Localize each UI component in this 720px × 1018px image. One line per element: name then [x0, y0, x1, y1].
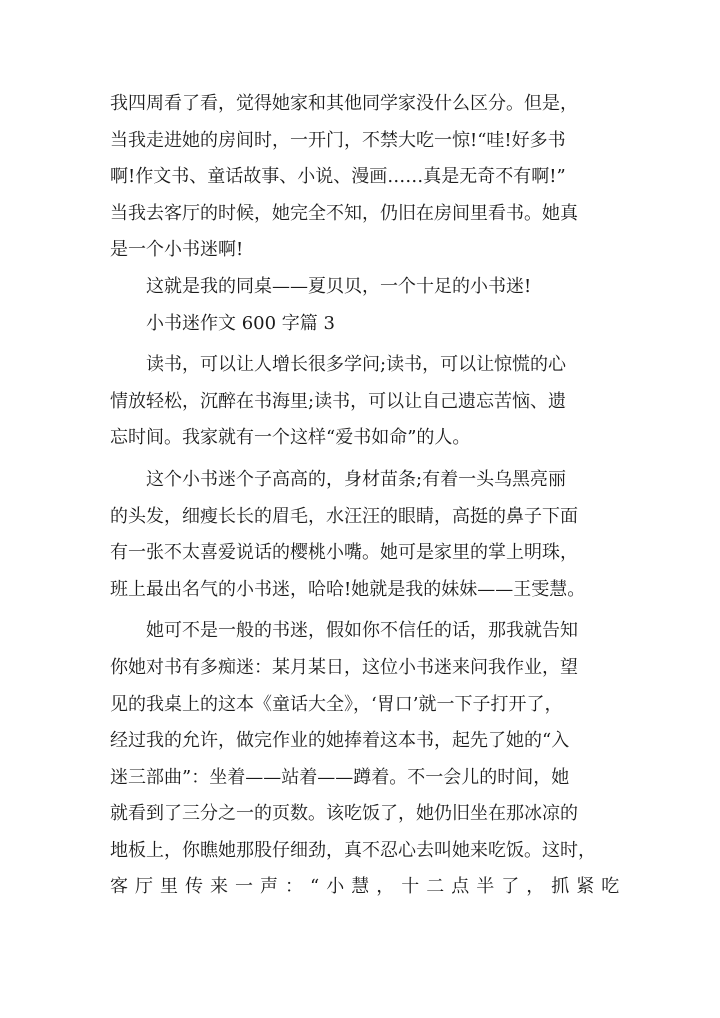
text-line: 是一个小书迷啊! — [110, 239, 244, 261]
text-line: 你她对书有多痴迷：某月某日，这位小书迷来问我作业，望 — [110, 656, 578, 678]
text-line: 经过我的允许，做完作业的她捧着这本书，起先了她的“入 — [110, 730, 570, 752]
text-line: 当我走进她的房间时，一开门，不禁大吃一惊!“哇!好多书 — [110, 129, 566, 151]
text-line: 啊!作文书、童话故事、小说、漫画……真是无奇不有啊!” — [110, 166, 566, 188]
text-line: 当我去客厅的时候，她完全不知，仍旧在房间里看书。她真 — [110, 202, 578, 224]
text-line: 读书，可以让人增长很多学问;读书，可以让惊慌的心 — [146, 354, 567, 376]
text-line: 情放轻松，沉醉在书海里;读书，可以让自己遗忘苦恼、遗 — [110, 390, 567, 412]
text-line: 地板上，你瞧她那股仔细劲，真不忍心去叫她来吃饭。这时， — [110, 839, 596, 861]
text-line: 有一张不太喜爱说话的樱桃小嘴。她可是家里的掌上明珠， — [110, 542, 578, 564]
text-line: 这就是我的同桌——夏贝贝，一个十足的小书迷! — [146, 275, 532, 297]
text-line: 这个小书迷个子高高的，身材苗条;有着一头乌黑亮丽 — [146, 468, 567, 490]
text-line: 班上最出名气的小书迷，哈哈!她就是我的妹妹——王雯慧。 — [110, 578, 586, 600]
text-line: 迷三部曲”：坐着——站着——蹲着。不一会儿的时间，她 — [110, 766, 570, 788]
text-line: 见的我桌上的这本《童话大全》，‘胃口’就一下子打开了， — [110, 693, 563, 715]
text-line: 就看到了三分之一的页数。该吃饭了，她仍旧坐在那冰凉的 — [110, 803, 578, 825]
text-line: 我四周看了看，觉得她家和其他同学家没什么区分。但是， — [110, 93, 578, 114]
text-line: 她可不是一般的书迷，假如你不信任的话，那我就告知 — [146, 620, 578, 642]
essay-text — [110, 86, 627, 906]
text-line: 客厅里传来一声：“小慧，十二点半了，抓紧吃 — [110, 876, 627, 898]
text-line: 忘时间。我家就有一个这样“爱书如命”的人。 — [110, 427, 471, 449]
text-line: 的头发，细瘦长长的眉毛，水汪汪的眼睛，高挺的鼻子下面 — [110, 505, 578, 527]
section-heading: 小书迷作文 600 字篇 3 — [146, 312, 335, 334]
